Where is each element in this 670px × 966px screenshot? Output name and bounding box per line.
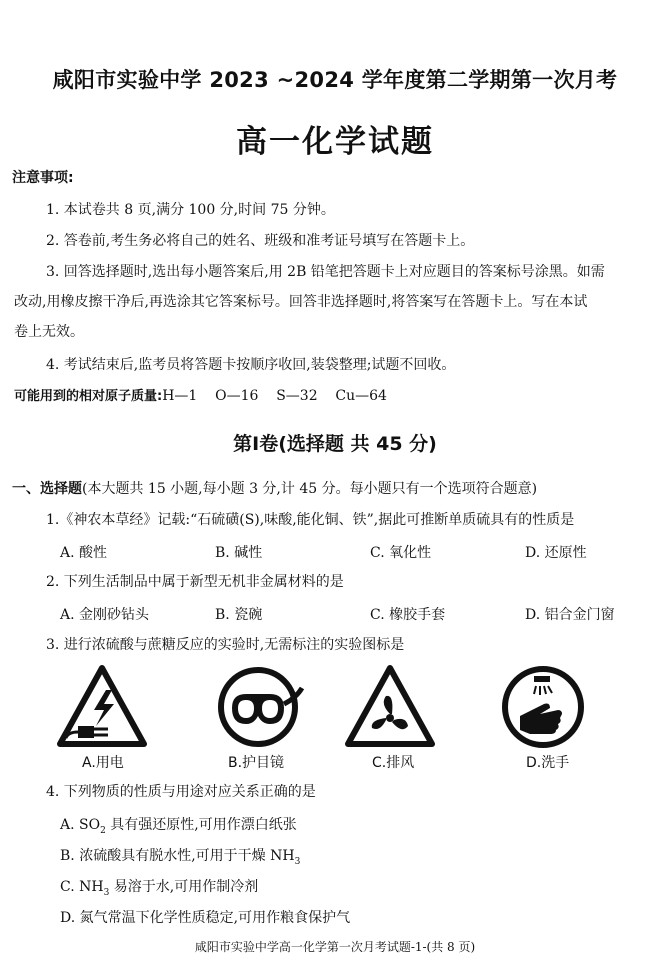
section-1-title: 第Ⅰ卷(选择题 共 45 分) bbox=[233, 433, 437, 455]
question-2-stem: 2. 下列生活制品中属于新型无机非金属材料的是 bbox=[46, 574, 344, 590]
atomic-mass-values: H—1 O—16 S—32 Cu—64 bbox=[162, 388, 387, 404]
question-1-option-b: B. 碱性 bbox=[215, 545, 263, 561]
notice-item-2: 2. 答卷前,考生务必将自己的姓名、班级和准考证号填写在答题卡上。 bbox=[46, 233, 475, 249]
option-text: D. 氮气常温下化学性质稳定,可用作粮食保护气 bbox=[60, 910, 351, 926]
part-description: (本大题共 15 小题,每小题 3 分,计 45 分。每小题只有一个选项符合题意) bbox=[82, 481, 538, 497]
option-text: 易溶于水,可用作制冷剂 bbox=[109, 879, 259, 895]
part-label: 一、选择题 bbox=[12, 481, 82, 497]
question-4-option-a bbox=[60, 814, 297, 836]
option-text: 具有强还原性,可用作漂白纸张 bbox=[105, 817, 297, 833]
option-subscript: 2 bbox=[100, 825, 106, 836]
goggles-icon bbox=[216, 664, 308, 750]
question-1-stem: 1.《神农本草经》记载:“石硫磺(S),味酸,能化铜、铁”,据此可推断单质硫具有的性质是 bbox=[46, 512, 575, 528]
notice-item-3-line3: 卷上无效。 bbox=[14, 324, 84, 340]
wash-hands-icon bbox=[500, 664, 586, 750]
part-heading bbox=[12, 479, 537, 499]
notice-heading: 注意事项: bbox=[12, 170, 74, 186]
exam-header-title: 咸阳市实验中学 2023 ~2024 学年度第二学期第一次月考 bbox=[52, 68, 618, 92]
icon-label-c: C.排风 bbox=[372, 755, 415, 771]
option-text: C. NH bbox=[60, 879, 104, 895]
atomic-mass-label: 可能用到的相对原子质量: bbox=[14, 389, 163, 404]
notice-item-3-line2: 改动,用橡皮擦干净后,再选涂其它答案标号。回答非选择题时,将答案写在答题卡上。写在本试 bbox=[14, 294, 588, 310]
question-4-stem: 4. 下列物质的性质与用途对应关系正确的是 bbox=[46, 784, 316, 800]
question-1-option-d: D. 还原性 bbox=[525, 545, 587, 561]
option-text: A. SO bbox=[60, 817, 101, 833]
question-2-option-a: A. 金刚砂钻头 bbox=[60, 607, 150, 623]
notice-item-4: 4. 考试结束后,监考员将答题卡按顺序收回,装袋整理;试题不回收。 bbox=[46, 357, 456, 373]
option-text: B. 浓硫酸具有脱水性,可用于干燥 NH bbox=[60, 848, 295, 864]
option-subscript: 3 bbox=[294, 856, 301, 867]
question-2-option-d: D. 铝合金门窗 bbox=[525, 607, 615, 623]
question-2-option-c: C. 橡胶手套 bbox=[370, 607, 446, 623]
icon-label-b: B.护目镜 bbox=[228, 755, 285, 771]
icon-label-a: A.用电 bbox=[82, 755, 124, 771]
exhaust-fan-icon bbox=[344, 664, 436, 748]
question-2-option-b: B. 瓷碗 bbox=[215, 607, 263, 623]
question-4-option-d bbox=[60, 907, 350, 929]
notice-item-1: 1. 本试卷共 8 页,满分 100 分,时间 75 分钟。 bbox=[46, 202, 335, 218]
question-3-stem: 3. 进行浓硫酸与蔗糖反应的实验时,无需标注的实验图标是 bbox=[46, 637, 405, 653]
question-1-option-a: A. 酸性 bbox=[60, 545, 108, 561]
option-subscript: 3 bbox=[103, 887, 110, 898]
question-4-option-b bbox=[60, 845, 300, 867]
page-footer: 咸阳市实验中学高一化学第一次月考试题-1-(共 8 页) bbox=[194, 940, 476, 954]
question-1-option-c: C. 氧化性 bbox=[370, 545, 432, 561]
icon-label-d: D.洗手 bbox=[526, 755, 570, 771]
atomic-mass-line bbox=[14, 386, 387, 407]
exam-subject-title: 高一化学试题 bbox=[236, 124, 434, 160]
question-4-option-c bbox=[60, 876, 258, 898]
electricity-icon bbox=[56, 664, 148, 748]
notice-item-3-line1: 3. 回答选择题时,选出每小题答案后,用 2B 铅笔把答题卡上对应题目的答案标号涂黑。如需 bbox=[46, 264, 605, 280]
